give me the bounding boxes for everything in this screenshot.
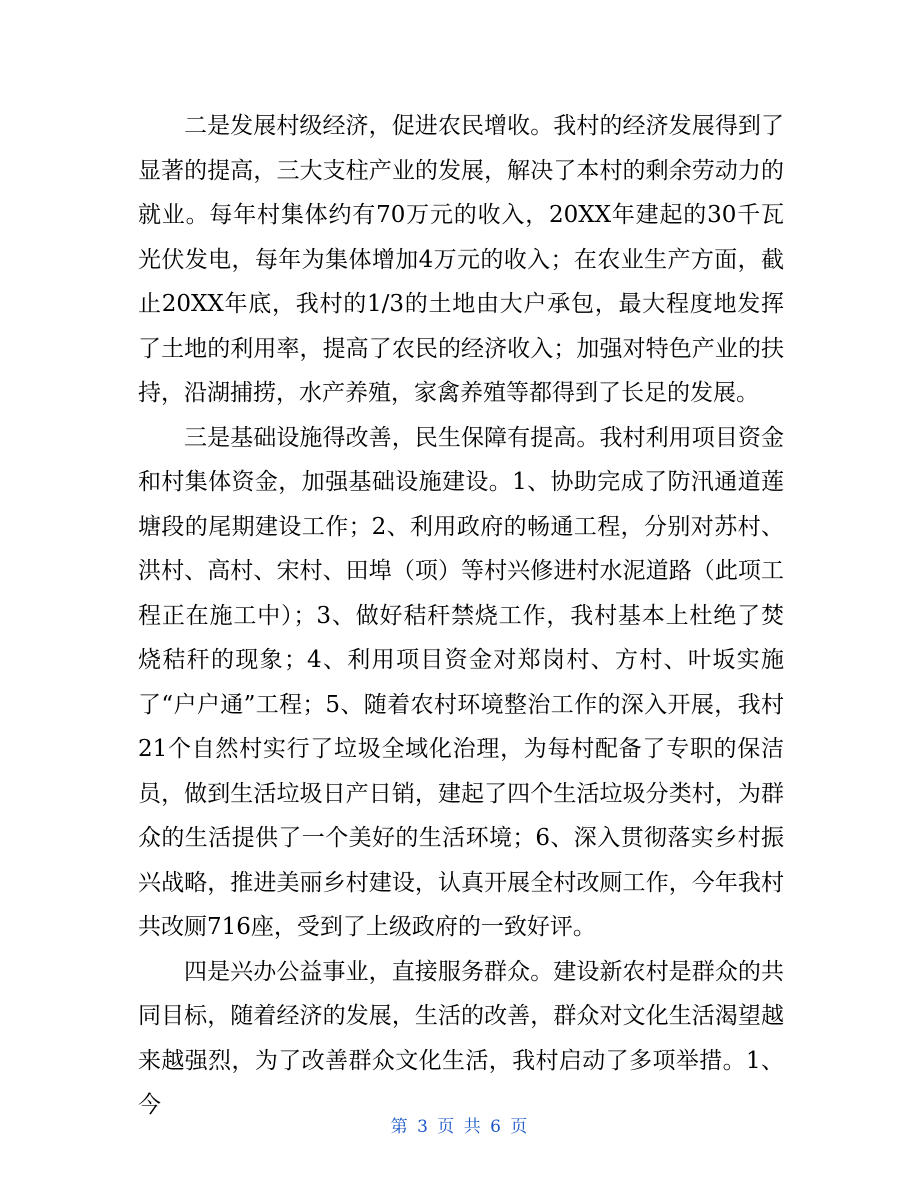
document-body <box>138 104 784 1128</box>
paragraph-public-welfare: 四是兴办公益事业，直接服务群众。建设新农村是群众的共同目标，随着经济的发展，生活的改善，群众对文化生活渴望越来越强烈，为了改善群众文化生活，我村启动了多项举措。1、今 <box>138 958 784 1118</box>
paragraph-infrastructure: 三是基础设施得改善，民生保障有提高。我村利用项目资金和村集体资金，加强基础设施建设。1、协助完成了防汛通道莲塘段的尾期建设工作；2、利用政府的畅通工程，分别对苏村、洪村、高村、宋村、田埠（项）等村兴修进村水泥道路（此项工程正在施工中）；3、做好秸秆禁烧工作，我村基本上杜绝了焚烧秸秆的现象；4、利用项目资金对郑岗村、方村、叶坂实施了“户户通”工程；5、随着农村环境整治工作的深入开展，我村21个自然村实行了垃圾全域化治理，为每村配备了专职的保洁员，做到生活垃圾日产日销，建起了四个生活垃圾分类村，为群众的生活提供了一个美好的生活环境；6、深入贯彻落实乡村振兴战略，推进美丽乡村建设，认真开展全村改厕工作，今年我村共改厕716座，受到了上级政府的一致好评。 <box>138 424 784 940</box>
page-number-footer: 第 3 页 共 6 页 <box>390 1117 530 1137</box>
paragraph-economy: 二是发展村级经济，促进农民增收。我村的经济发展得到了显著的提高，三大支柱产业的发展，解决了本村的剩余劳动力的就业。每年村集体约有70万元的收入，20XX年建起的30千瓦光伏发电，每年为集体增加4万元的收入；在农业生产方面，截止20XX年底，我村的1/3的土地由大户承包，最大程度地发挥了土地的利用率，提高了农民的经济收入；加强对特色产业的扶持，沿湖捕捞，水产养殖，家禽养殖等都得到了长足的发展。 <box>138 113 784 406</box>
